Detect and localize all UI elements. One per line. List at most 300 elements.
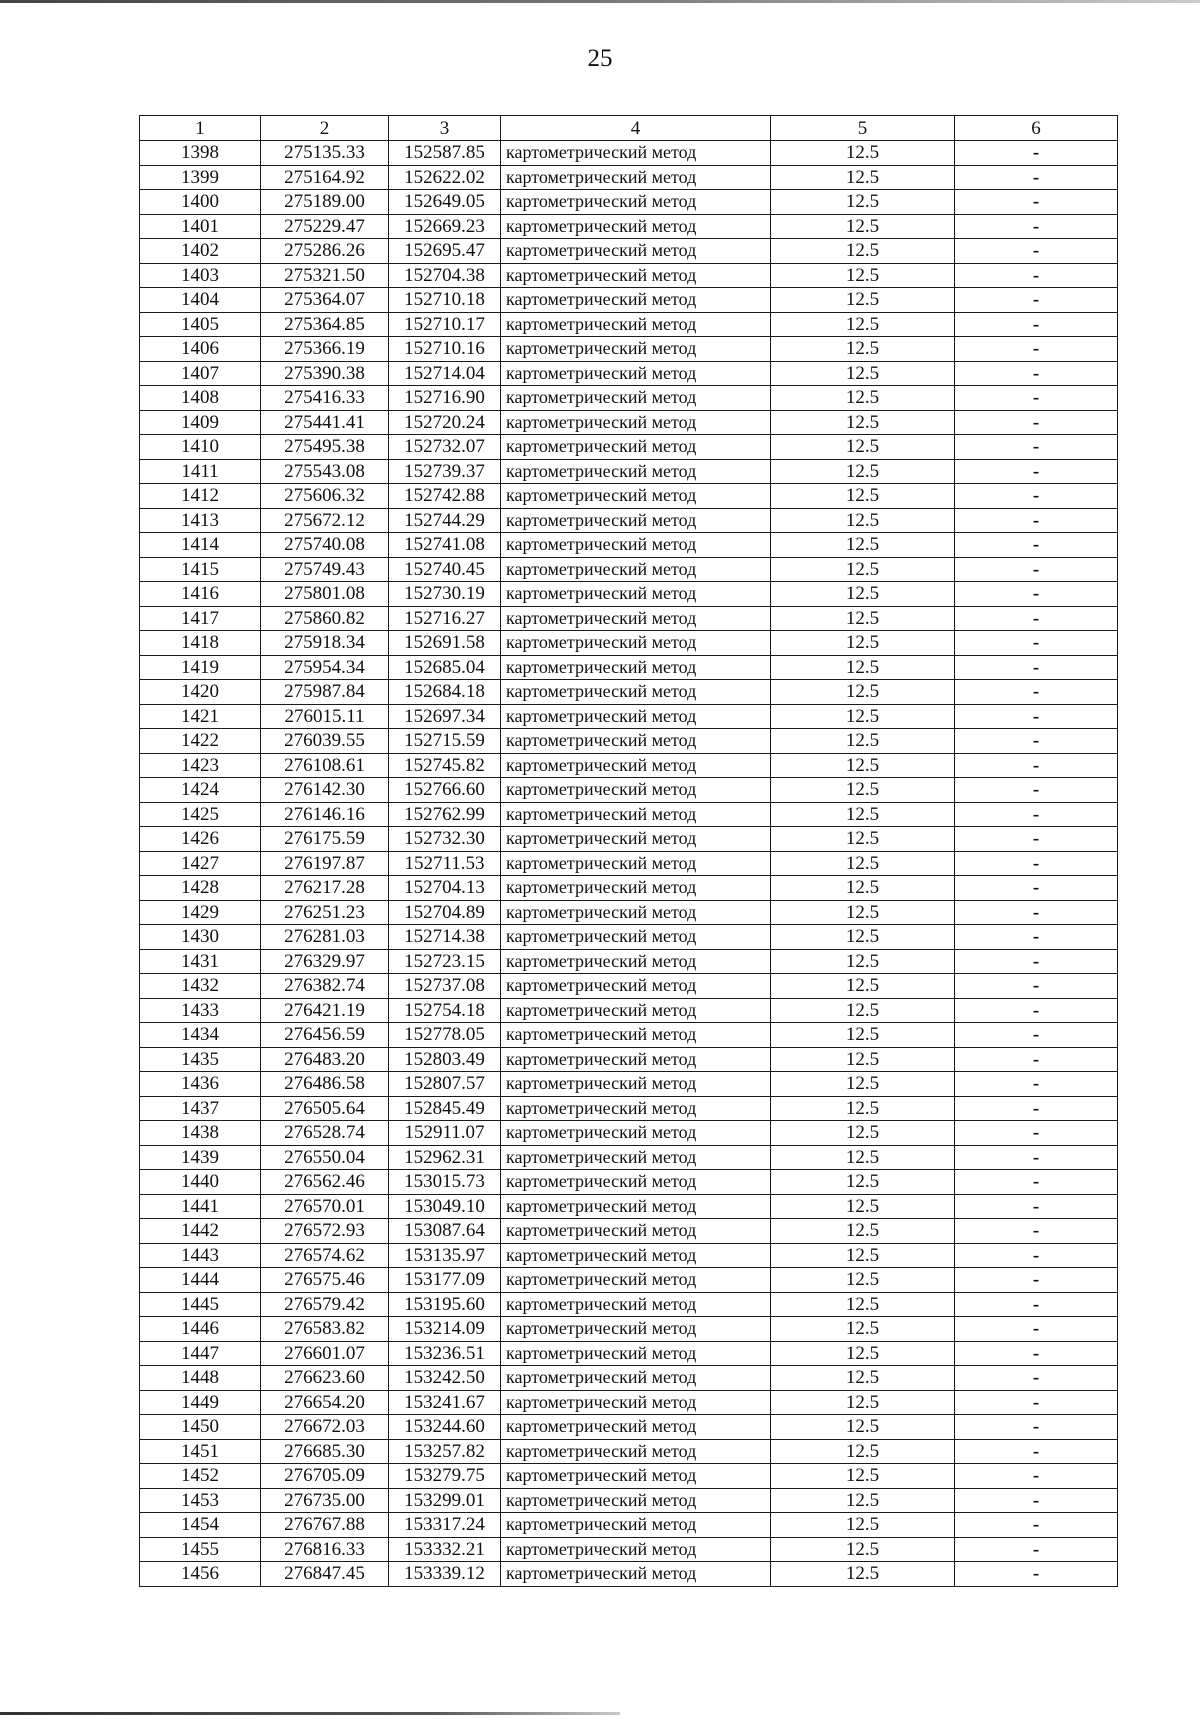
point-number-cell: 1439 <box>140 1145 261 1170</box>
method-cell: картометрический метод <box>501 1390 771 1415</box>
table-row <box>140 190 1118 215</box>
table-row <box>140 1439 1118 1464</box>
x-coordinate-cell: 276251.23 <box>261 900 389 925</box>
note-cell: - <box>955 1219 1118 1244</box>
accuracy-cell: 12.5 <box>771 533 955 558</box>
x-coordinate-cell: 275801.08 <box>261 582 389 607</box>
point-number-cell: 1429 <box>140 900 261 925</box>
note-cell: - <box>955 508 1118 533</box>
note-cell: - <box>955 1268 1118 1293</box>
table-row <box>140 557 1118 582</box>
table-row <box>140 484 1118 509</box>
method-cell: картометрический метод <box>501 288 771 313</box>
accuracy-cell: 12.5 <box>771 1072 955 1097</box>
table-row <box>140 1488 1118 1513</box>
x-coordinate-cell: 275321.50 <box>261 263 389 288</box>
point-number-cell: 1437 <box>140 1096 261 1121</box>
method-cell: картометрический метод <box>501 606 771 631</box>
accuracy-cell: 12.5 <box>771 1194 955 1219</box>
point-number-cell: 1400 <box>140 190 261 215</box>
method-cell: картометрический метод <box>501 1415 771 1440</box>
accuracy-cell: 12.5 <box>771 998 955 1023</box>
x-coordinate-cell: 275366.19 <box>261 337 389 362</box>
x-coordinate-cell: 275954.34 <box>261 655 389 680</box>
table-row <box>140 337 1118 362</box>
note-cell: - <box>955 1317 1118 1342</box>
method-cell: картометрический метод <box>501 827 771 852</box>
y-coordinate-cell: 153049.10 <box>389 1194 501 1219</box>
x-coordinate-cell: 275364.85 <box>261 312 389 337</box>
y-coordinate-cell: 153339.12 <box>389 1562 501 1587</box>
method-cell: картометрический метод <box>501 386 771 411</box>
accuracy-cell: 12.5 <box>771 1317 955 1342</box>
x-coordinate-cell: 276281.03 <box>261 925 389 950</box>
accuracy-cell: 12.5 <box>771 459 955 484</box>
y-coordinate-cell: 152685.04 <box>389 655 501 680</box>
y-coordinate-cell: 152754.18 <box>389 998 501 1023</box>
y-coordinate-cell: 152739.37 <box>389 459 501 484</box>
note-cell: - <box>955 1390 1118 1415</box>
note-cell: - <box>955 1170 1118 1195</box>
point-number-cell: 1412 <box>140 484 261 509</box>
method-cell: картометрический метод <box>501 1488 771 1513</box>
x-coordinate-cell: 275286.26 <box>261 239 389 264</box>
table-row <box>140 1513 1118 1538</box>
note-cell: - <box>955 386 1118 411</box>
note-cell: - <box>955 190 1118 215</box>
method-cell: картометрический метод <box>501 484 771 509</box>
y-coordinate-cell: 152691.58 <box>389 631 501 656</box>
table-row <box>140 582 1118 607</box>
x-coordinate-cell: 276108.61 <box>261 753 389 778</box>
y-coordinate-cell: 152778.05 <box>389 1023 501 1048</box>
y-coordinate-cell: 152962.31 <box>389 1145 501 1170</box>
note-cell: - <box>955 312 1118 337</box>
table-row <box>140 876 1118 901</box>
x-coordinate-cell: 276570.01 <box>261 1194 389 1219</box>
y-coordinate-cell: 153236.51 <box>389 1341 501 1366</box>
point-number-cell: 1440 <box>140 1170 261 1195</box>
table-row <box>140 655 1118 680</box>
coordinates-table <box>139 115 1118 1587</box>
method-cell: картометрический метод <box>501 582 771 607</box>
note-cell: - <box>955 361 1118 386</box>
y-coordinate-cell: 152697.34 <box>389 704 501 729</box>
page-number: 25 <box>587 45 613 72</box>
y-coordinate-cell: 153087.64 <box>389 1219 501 1244</box>
table-row <box>140 1047 1118 1072</box>
point-number-cell: 1404 <box>140 288 261 313</box>
note-cell: - <box>955 1341 1118 1366</box>
table-row <box>140 533 1118 558</box>
note-cell: - <box>955 214 1118 239</box>
point-number-cell: 1422 <box>140 729 261 754</box>
column-header: 3 <box>389 116 501 141</box>
note-cell: - <box>955 410 1118 435</box>
y-coordinate-cell: 152711.53 <box>389 851 501 876</box>
point-number-cell: 1423 <box>140 753 261 778</box>
accuracy-cell: 12.5 <box>771 900 955 925</box>
x-coordinate-cell: 276197.87 <box>261 851 389 876</box>
table-row <box>140 729 1118 754</box>
note-cell: - <box>955 1562 1118 1587</box>
point-number-cell: 1416 <box>140 582 261 607</box>
accuracy-cell: 12.5 <box>771 655 955 680</box>
point-number-cell: 1425 <box>140 802 261 827</box>
method-cell: картометрический метод <box>501 141 771 166</box>
y-coordinate-cell: 153015.73 <box>389 1170 501 1195</box>
note-cell: - <box>955 998 1118 1023</box>
accuracy-cell: 12.5 <box>771 1366 955 1391</box>
accuracy-cell: 12.5 <box>771 1439 955 1464</box>
point-number-cell: 1414 <box>140 533 261 558</box>
note-cell: - <box>955 239 1118 264</box>
method-cell: картометрический метод <box>501 1243 771 1268</box>
accuracy-cell: 12.5 <box>771 190 955 215</box>
point-number-cell: 1408 <box>140 386 261 411</box>
accuracy-cell: 12.5 <box>771 1047 955 1072</box>
point-number-cell: 1447 <box>140 1341 261 1366</box>
accuracy-cell: 12.5 <box>771 680 955 705</box>
method-cell: картометрический метод <box>501 1292 771 1317</box>
note-cell: - <box>955 606 1118 631</box>
y-coordinate-cell: 152766.60 <box>389 778 501 803</box>
y-coordinate-cell: 153279.75 <box>389 1464 501 1489</box>
point-number-cell: 1428 <box>140 876 261 901</box>
table-row <box>140 1562 1118 1587</box>
accuracy-cell: 12.5 <box>771 1243 955 1268</box>
x-coordinate-cell: 276574.62 <box>261 1243 389 1268</box>
x-coordinate-cell: 276685.30 <box>261 1439 389 1464</box>
y-coordinate-cell: 153257.82 <box>389 1439 501 1464</box>
table-row <box>140 1194 1118 1219</box>
table-row <box>140 386 1118 411</box>
accuracy-cell: 12.5 <box>771 1562 955 1587</box>
table-row <box>140 1537 1118 1562</box>
x-coordinate-cell: 276705.09 <box>261 1464 389 1489</box>
y-coordinate-cell: 152742.88 <box>389 484 501 509</box>
accuracy-cell: 12.5 <box>771 851 955 876</box>
note-cell: - <box>955 1415 1118 1440</box>
y-coordinate-cell: 153317.24 <box>389 1513 501 1538</box>
y-coordinate-cell: 152704.13 <box>389 876 501 901</box>
accuracy-cell: 12.5 <box>771 1464 955 1489</box>
x-coordinate-cell: 276146.16 <box>261 802 389 827</box>
table-row <box>140 312 1118 337</box>
table-row <box>140 1170 1118 1195</box>
x-coordinate-cell: 275390.38 <box>261 361 389 386</box>
accuracy-cell: 12.5 <box>771 263 955 288</box>
y-coordinate-cell: 152744.29 <box>389 508 501 533</box>
point-number-cell: 1410 <box>140 435 261 460</box>
table-row <box>140 1464 1118 1489</box>
point-number-cell: 1411 <box>140 459 261 484</box>
accuracy-cell: 12.5 <box>771 484 955 509</box>
y-coordinate-cell: 153242.50 <box>389 1366 501 1391</box>
y-coordinate-cell: 152737.08 <box>389 974 501 999</box>
x-coordinate-cell: 275672.12 <box>261 508 389 533</box>
note-cell: - <box>955 459 1118 484</box>
note-cell: - <box>955 925 1118 950</box>
accuracy-cell: 12.5 <box>771 1292 955 1317</box>
point-number-cell: 1453 <box>140 1488 261 1513</box>
method-cell: картометрический метод <box>501 165 771 190</box>
method-cell: картометрический метод <box>501 410 771 435</box>
scan-edge-bottom <box>0 1712 620 1715</box>
x-coordinate-cell: 275918.34 <box>261 631 389 656</box>
accuracy-cell: 12.5 <box>771 239 955 264</box>
point-number-cell: 1450 <box>140 1415 261 1440</box>
method-cell: картометрический метод <box>501 876 771 901</box>
note-cell: - <box>955 1072 1118 1097</box>
method-cell: картометрический метод <box>501 1194 771 1219</box>
y-coordinate-cell: 153299.01 <box>389 1488 501 1513</box>
point-number-cell: 1432 <box>140 974 261 999</box>
accuracy-cell: 12.5 <box>771 1390 955 1415</box>
y-coordinate-cell: 152732.07 <box>389 435 501 460</box>
method-cell: картометрический метод <box>501 1121 771 1146</box>
accuracy-cell: 12.5 <box>771 337 955 362</box>
method-cell: картометрический метод <box>501 974 771 999</box>
method-cell: картометрический метод <box>501 459 771 484</box>
method-cell: картометрический метод <box>501 998 771 1023</box>
y-coordinate-cell: 153244.60 <box>389 1415 501 1440</box>
x-coordinate-cell: 276015.11 <box>261 704 389 729</box>
note-cell: - <box>955 1047 1118 1072</box>
x-coordinate-cell: 276579.42 <box>261 1292 389 1317</box>
y-coordinate-cell: 153241.67 <box>389 1390 501 1415</box>
point-number-cell: 1441 <box>140 1194 261 1219</box>
accuracy-cell: 12.5 <box>771 1096 955 1121</box>
method-cell: картометрический метод <box>501 239 771 264</box>
method-cell: картометрический метод <box>501 631 771 656</box>
method-cell: картометрический метод <box>501 1170 771 1195</box>
y-coordinate-cell: 152649.05 <box>389 190 501 215</box>
point-number-cell: 1452 <box>140 1464 261 1489</box>
note-cell: - <box>955 655 1118 680</box>
x-coordinate-cell: 276528.74 <box>261 1121 389 1146</box>
point-number-cell: 1403 <box>140 263 261 288</box>
table-row <box>140 263 1118 288</box>
table-row <box>140 900 1118 925</box>
x-coordinate-cell: 275416.33 <box>261 386 389 411</box>
method-cell: картометрический метод <box>501 214 771 239</box>
point-number-cell: 1424 <box>140 778 261 803</box>
table-row <box>140 802 1118 827</box>
accuracy-cell: 12.5 <box>771 1023 955 1048</box>
point-number-cell: 1405 <box>140 312 261 337</box>
method-cell: картометрический метод <box>501 1562 771 1587</box>
x-coordinate-cell: 276505.64 <box>261 1096 389 1121</box>
accuracy-cell: 12.5 <box>771 410 955 435</box>
method-cell: картометрический метод <box>501 361 771 386</box>
method-cell: картометрический метод <box>501 680 771 705</box>
point-number-cell: 1434 <box>140 1023 261 1048</box>
point-number-cell: 1401 <box>140 214 261 239</box>
table-row <box>140 214 1118 239</box>
note-cell: - <box>955 1292 1118 1317</box>
accuracy-cell: 12.5 <box>771 631 955 656</box>
table-row <box>140 1023 1118 1048</box>
x-coordinate-cell: 275860.82 <box>261 606 389 631</box>
accuracy-cell: 12.5 <box>771 582 955 607</box>
y-coordinate-cell: 153135.97 <box>389 1243 501 1268</box>
y-coordinate-cell: 152716.90 <box>389 386 501 411</box>
x-coordinate-cell: 276767.88 <box>261 1513 389 1538</box>
point-number-cell: 1419 <box>140 655 261 680</box>
point-number-cell: 1413 <box>140 508 261 533</box>
table-row <box>140 1292 1118 1317</box>
point-number-cell: 1427 <box>140 851 261 876</box>
point-number-cell: 1399 <box>140 165 261 190</box>
table-row <box>140 435 1118 460</box>
y-coordinate-cell: 152695.47 <box>389 239 501 264</box>
table-row <box>140 925 1118 950</box>
note-cell: - <box>955 435 1118 460</box>
method-cell: картометрический метод <box>501 1366 771 1391</box>
point-number-cell: 1446 <box>140 1317 261 1342</box>
method-cell: картометрический метод <box>501 557 771 582</box>
accuracy-cell: 12.5 <box>771 1537 955 1562</box>
accuracy-cell: 12.5 <box>771 435 955 460</box>
accuracy-cell: 12.5 <box>771 802 955 827</box>
note-cell: - <box>955 165 1118 190</box>
x-coordinate-cell: 275135.33 <box>261 141 389 166</box>
method-cell: картометрический метод <box>501 1219 771 1244</box>
x-coordinate-cell: 276421.19 <box>261 998 389 1023</box>
point-number-cell: 1442 <box>140 1219 261 1244</box>
table-row <box>140 1145 1118 1170</box>
note-cell: - <box>955 949 1118 974</box>
note-cell: - <box>955 1243 1118 1268</box>
y-coordinate-cell: 153332.21 <box>389 1537 501 1562</box>
method-cell: картометрический метод <box>501 1513 771 1538</box>
x-coordinate-cell: 276735.00 <box>261 1488 389 1513</box>
x-coordinate-cell: 275606.32 <box>261 484 389 509</box>
x-coordinate-cell: 275495.38 <box>261 435 389 460</box>
method-cell: картометрический метод <box>501 1537 771 1562</box>
method-cell: картометрический метод <box>501 851 771 876</box>
y-coordinate-cell: 153195.60 <box>389 1292 501 1317</box>
method-cell: картометрический метод <box>501 1096 771 1121</box>
accuracy-cell: 12.5 <box>771 704 955 729</box>
method-cell: картометрический метод <box>501 1047 771 1072</box>
point-number-cell: 1438 <box>140 1121 261 1146</box>
note-cell: - <box>955 582 1118 607</box>
accuracy-cell: 12.5 <box>771 778 955 803</box>
table-row <box>140 680 1118 705</box>
note-cell: - <box>955 141 1118 166</box>
note-cell: - <box>955 729 1118 754</box>
y-coordinate-cell: 152732.30 <box>389 827 501 852</box>
method-cell: картометрический метод <box>501 263 771 288</box>
y-coordinate-cell: 152710.17 <box>389 312 501 337</box>
x-coordinate-cell: 276623.60 <box>261 1366 389 1391</box>
x-coordinate-cell: 276847.45 <box>261 1562 389 1587</box>
accuracy-cell: 12.5 <box>771 1488 955 1513</box>
method-cell: картометрический метод <box>501 435 771 460</box>
table-row <box>140 1317 1118 1342</box>
column-header: 2 <box>261 116 389 141</box>
note-cell: - <box>955 1513 1118 1538</box>
accuracy-cell: 12.5 <box>771 925 955 950</box>
table-row <box>140 361 1118 386</box>
table-body <box>140 116 1118 1587</box>
table-row <box>140 141 1118 166</box>
table-row <box>140 1390 1118 1415</box>
method-cell: картометрический метод <box>501 655 771 680</box>
accuracy-cell: 12.5 <box>771 361 955 386</box>
y-coordinate-cell: 152714.04 <box>389 361 501 386</box>
x-coordinate-cell: 276382.74 <box>261 974 389 999</box>
point-number-cell: 1451 <box>140 1439 261 1464</box>
note-cell: - <box>955 1366 1118 1391</box>
point-number-cell: 1431 <box>140 949 261 974</box>
method-cell: картометрический метод <box>501 533 771 558</box>
note-cell: - <box>955 1023 1118 1048</box>
y-coordinate-cell: 152720.24 <box>389 410 501 435</box>
note-cell: - <box>955 1121 1118 1146</box>
note-cell: - <box>955 974 1118 999</box>
table-header-row <box>140 116 1118 141</box>
table-row <box>140 1415 1118 1440</box>
y-coordinate-cell: 152762.99 <box>389 802 501 827</box>
y-coordinate-cell: 153214.09 <box>389 1317 501 1342</box>
y-coordinate-cell: 152710.16 <box>389 337 501 362</box>
method-cell: картометрический метод <box>501 1439 771 1464</box>
table-row <box>140 410 1118 435</box>
y-coordinate-cell: 152745.82 <box>389 753 501 778</box>
note-cell: - <box>955 1439 1118 1464</box>
method-cell: картометрический метод <box>501 190 771 215</box>
note-cell: - <box>955 484 1118 509</box>
accuracy-cell: 12.5 <box>771 753 955 778</box>
method-cell: картометрический метод <box>501 337 771 362</box>
x-coordinate-cell: 275189.00 <box>261 190 389 215</box>
point-number-cell: 1415 <box>140 557 261 582</box>
y-coordinate-cell: 152714.38 <box>389 925 501 950</box>
table-row <box>140 606 1118 631</box>
table-row <box>140 998 1118 1023</box>
x-coordinate-cell: 275441.41 <box>261 410 389 435</box>
note-cell: - <box>955 1194 1118 1219</box>
point-number-cell: 1445 <box>140 1292 261 1317</box>
accuracy-cell: 12.5 <box>771 386 955 411</box>
point-number-cell: 1454 <box>140 1513 261 1538</box>
note-cell: - <box>955 851 1118 876</box>
method-cell: картометрический метод <box>501 1145 771 1170</box>
x-coordinate-cell: 276575.46 <box>261 1268 389 1293</box>
note-cell: - <box>955 900 1118 925</box>
x-coordinate-cell: 276572.93 <box>261 1219 389 1244</box>
note-cell: - <box>955 288 1118 313</box>
accuracy-cell: 12.5 <box>771 974 955 999</box>
table-row <box>140 851 1118 876</box>
method-cell: картометрический метод <box>501 1317 771 1342</box>
method-cell: картометрический метод <box>501 508 771 533</box>
method-cell: картометрический метод <box>501 1268 771 1293</box>
note-cell: - <box>955 704 1118 729</box>
scan-edge-top <box>0 0 1200 3</box>
y-coordinate-cell: 152730.19 <box>389 582 501 607</box>
x-coordinate-cell: 276039.55 <box>261 729 389 754</box>
column-header: 5 <box>771 116 955 141</box>
table-row <box>140 288 1118 313</box>
column-header: 4 <box>501 116 771 141</box>
y-coordinate-cell: 152669.23 <box>389 214 501 239</box>
point-number-cell: 1406 <box>140 337 261 362</box>
note-cell: - <box>955 263 1118 288</box>
